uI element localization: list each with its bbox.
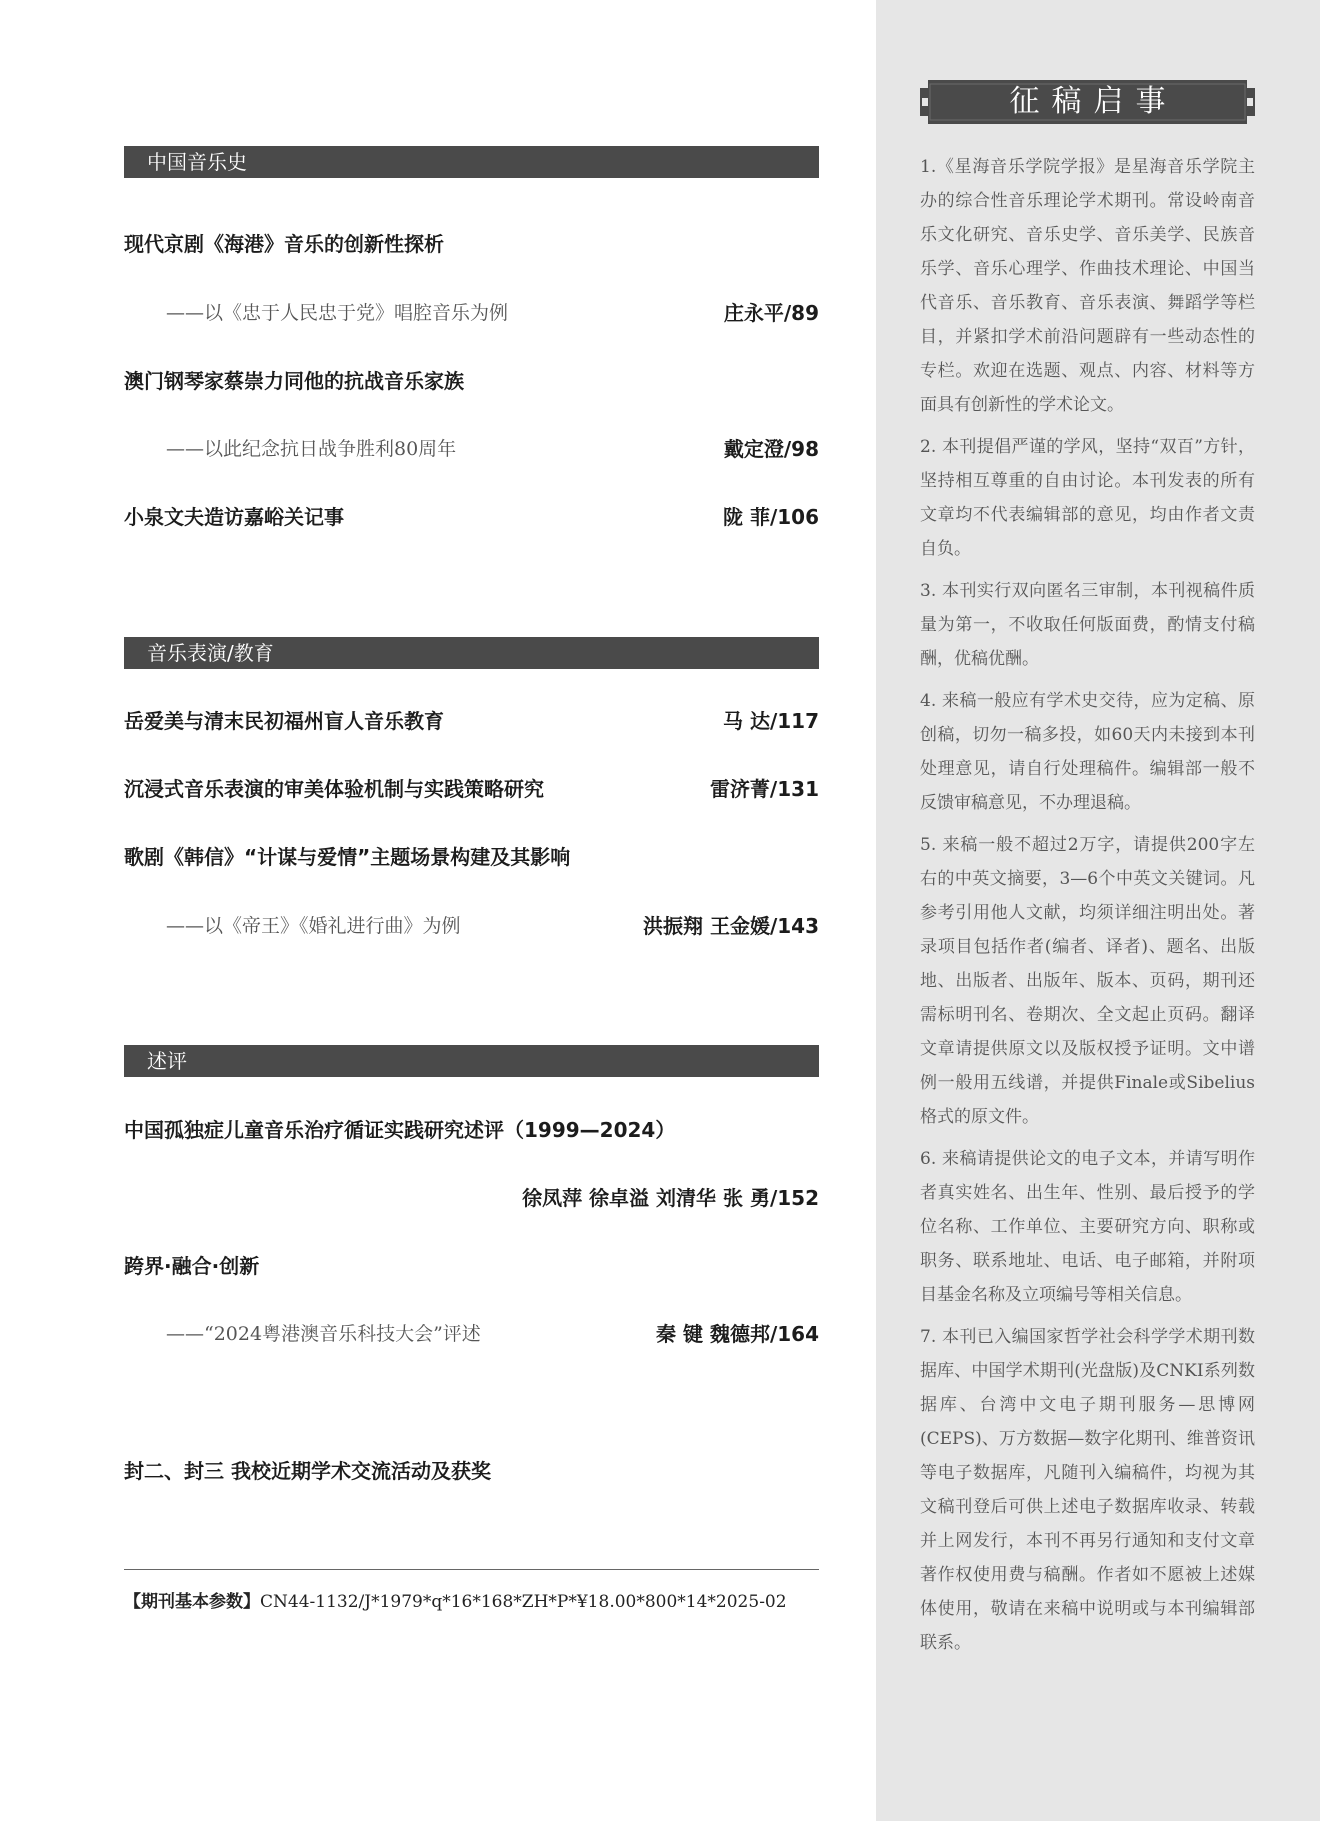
article-author-page: 马 达/117 xyxy=(722,709,819,733)
article-author-page: 庄永平/89 xyxy=(723,301,819,325)
article-title[interactable]: 跨界·融合·创新 xyxy=(124,1254,260,1278)
article-author-page: 陇 菲/106 xyxy=(722,505,819,529)
params-value: CN44-1132/J*1979*q*16*168*ZH*P*¥18.00*800*14*2025-02 xyxy=(260,1592,787,1612)
section-header-performance-education: 音乐表演/教育 xyxy=(124,637,819,669)
article-subtitle: ——以《忠于人民忠于党》唱腔音乐为例 xyxy=(166,302,509,324)
article-author-page: 洪振翔 王金媛/143 xyxy=(642,914,819,938)
notice-paragraph: 3. 本刊实行双向匿名三审制，本刊视稿件质量为第一，不收取任何版面费，酌情支付稿酬，优稿优酬。 xyxy=(920,581,1255,669)
cover-note-text: 封二、封三 我校近期学术交流活动及获奖 xyxy=(124,1459,491,1483)
article-author-page: 秦 键 魏德邦/164 xyxy=(656,1322,819,1346)
article-author-page: 戴定澄/98 xyxy=(723,437,819,461)
article-author-page: 雷济菁/131 xyxy=(709,777,819,801)
article-author-page: 徐凤萍 徐卓溢 刘清华 张 勇/152 xyxy=(522,1186,819,1210)
article-title[interactable]: 澳门钢琴家蔡崇力同他的抗战音乐家族 xyxy=(124,369,464,393)
article-authors-row xyxy=(124,1180,819,1216)
article-title-row[interactable] xyxy=(124,363,819,399)
article-subtitle-row xyxy=(124,1316,819,1352)
article-subtitle: ——以此纪念抗日战争胜利80周年 xyxy=(166,438,457,460)
article-title[interactable]: 现代京剧《海港》音乐的创新性探析 xyxy=(124,232,444,256)
divider xyxy=(124,1569,819,1570)
article-title[interactable]: 中国孤独症儿童音乐治疗循证实践研究述评（1999—2024） xyxy=(124,1118,676,1142)
notice-body xyxy=(920,150,1255,1668)
article-title[interactable]: 岳爱美与清末民初福州盲人音乐教育 xyxy=(124,709,444,733)
section-header-music-history: 中国音乐史 xyxy=(124,146,819,178)
notice-paragraph: 7. 本刊已入编国家哲学社会科学学术期刊数据库、中国学术期刊(光盘版)及CNKI系列数据库、台湾中文电子期刊服务—思博网(CEPS)、万方数据—数字化期刊、维普资讯等电子数据库，凡随刊入编稿件，均视为其文稿刊登后可供上述电子数据库收录、转载并上网发行，本刊不再另行通知和支付文章著作权使用费与稿酬。作者如不愿被上述媒体使用，敬请在来稿中说明或与本刊编辑部联系。 xyxy=(920,1327,1255,1653)
article-title-row[interactable] xyxy=(124,1248,819,1284)
notice-paragraph: 5. 来稿一般不超过2万字，请提供200字左右的中英文摘要，3—6个中英文关键词。凡参考引用他人文献，均须详细注明出处。著录项目包括作者(编者、译者)、题名、出版地、出版者、出版年、版本、页码，期刊还需标明刊名、卷期次、全文起止页码。翻译文章请提供原文以及版权授予证明。文中谱例一般用五线谱，并提供Finale或Sibelius格式的原文件。 xyxy=(920,835,1255,1127)
journal-params xyxy=(124,1588,819,1616)
article-title[interactable]: 沉浸式音乐表演的审美体验机制与实践策略研究 xyxy=(124,777,544,801)
article-title-row[interactable] xyxy=(124,499,819,535)
notice-title-banner xyxy=(920,80,1255,124)
section-header-review: 述评 xyxy=(124,1045,819,1077)
article-title-row[interactable] xyxy=(124,703,819,739)
notice-paragraph: 2. 本刊提倡严谨的学风，坚持“双百”方针，坚持相互尊重的自由讨论。本刊发表的所有文章均不代表编辑部的意见，均由作者文责自负。 xyxy=(920,437,1255,559)
article-title-row[interactable] xyxy=(124,1112,819,1148)
notice-paragraph: 6. 来稿请提供论文的电子文本，并请写明作者真实姓名、出生年、性别、最后授予的学位名称、工作单位、主要研究方向、职称或职务、联系地址、电话、电子邮箱，并附项目基金名称及立项编号等相关信息。 xyxy=(920,1149,1255,1305)
article-subtitle-row xyxy=(124,431,819,467)
article-title-row[interactable] xyxy=(124,226,819,262)
article-title-row[interactable] xyxy=(124,839,819,875)
params-label: 【期刊基本参数】 xyxy=(124,1592,260,1612)
notice-paragraph: 1.《星海音乐学院学报》是星海音乐学院主办的综合性音乐理论学术期刊。常设岭南音乐文化研究、音乐史学、音乐美学、民族音乐学、音乐心理学、作曲技术理论、中国当代音乐、音乐教育、音乐表演、舞蹈学等栏目，并紧扣学术前沿问题辟有一些动态性的专栏。欢迎在选题、观点、内容、材料等方面具有创新性的学术论文。 xyxy=(920,157,1255,415)
article-title[interactable]: 歌剧《韩信》“计谋与爱情”主题场景构建及其影响 xyxy=(124,845,571,869)
article-subtitle-row xyxy=(124,908,819,944)
cover-note xyxy=(124,1453,819,1489)
article-title-row[interactable] xyxy=(124,771,819,807)
notice-paragraph: 4. 来稿一般应有学术史交待，应为定稿、原创稿，切勿一稿多投，如60天内未接到本刊处理意见，请自行处理稿件。编辑部一般不反馈审稿意见，不办理退稿。 xyxy=(920,691,1255,813)
notice-title: 征稿启事 xyxy=(1009,84,1178,119)
article-subtitle-row xyxy=(124,295,819,331)
article-subtitle: ——“2024粤港澳音乐科技大会”评述 xyxy=(166,1323,481,1345)
article-subtitle: ——以《帝王》《婚礼进行曲》为例 xyxy=(166,915,461,937)
article-title[interactable]: 小泉文夫造访嘉峪关记事 xyxy=(124,505,344,529)
